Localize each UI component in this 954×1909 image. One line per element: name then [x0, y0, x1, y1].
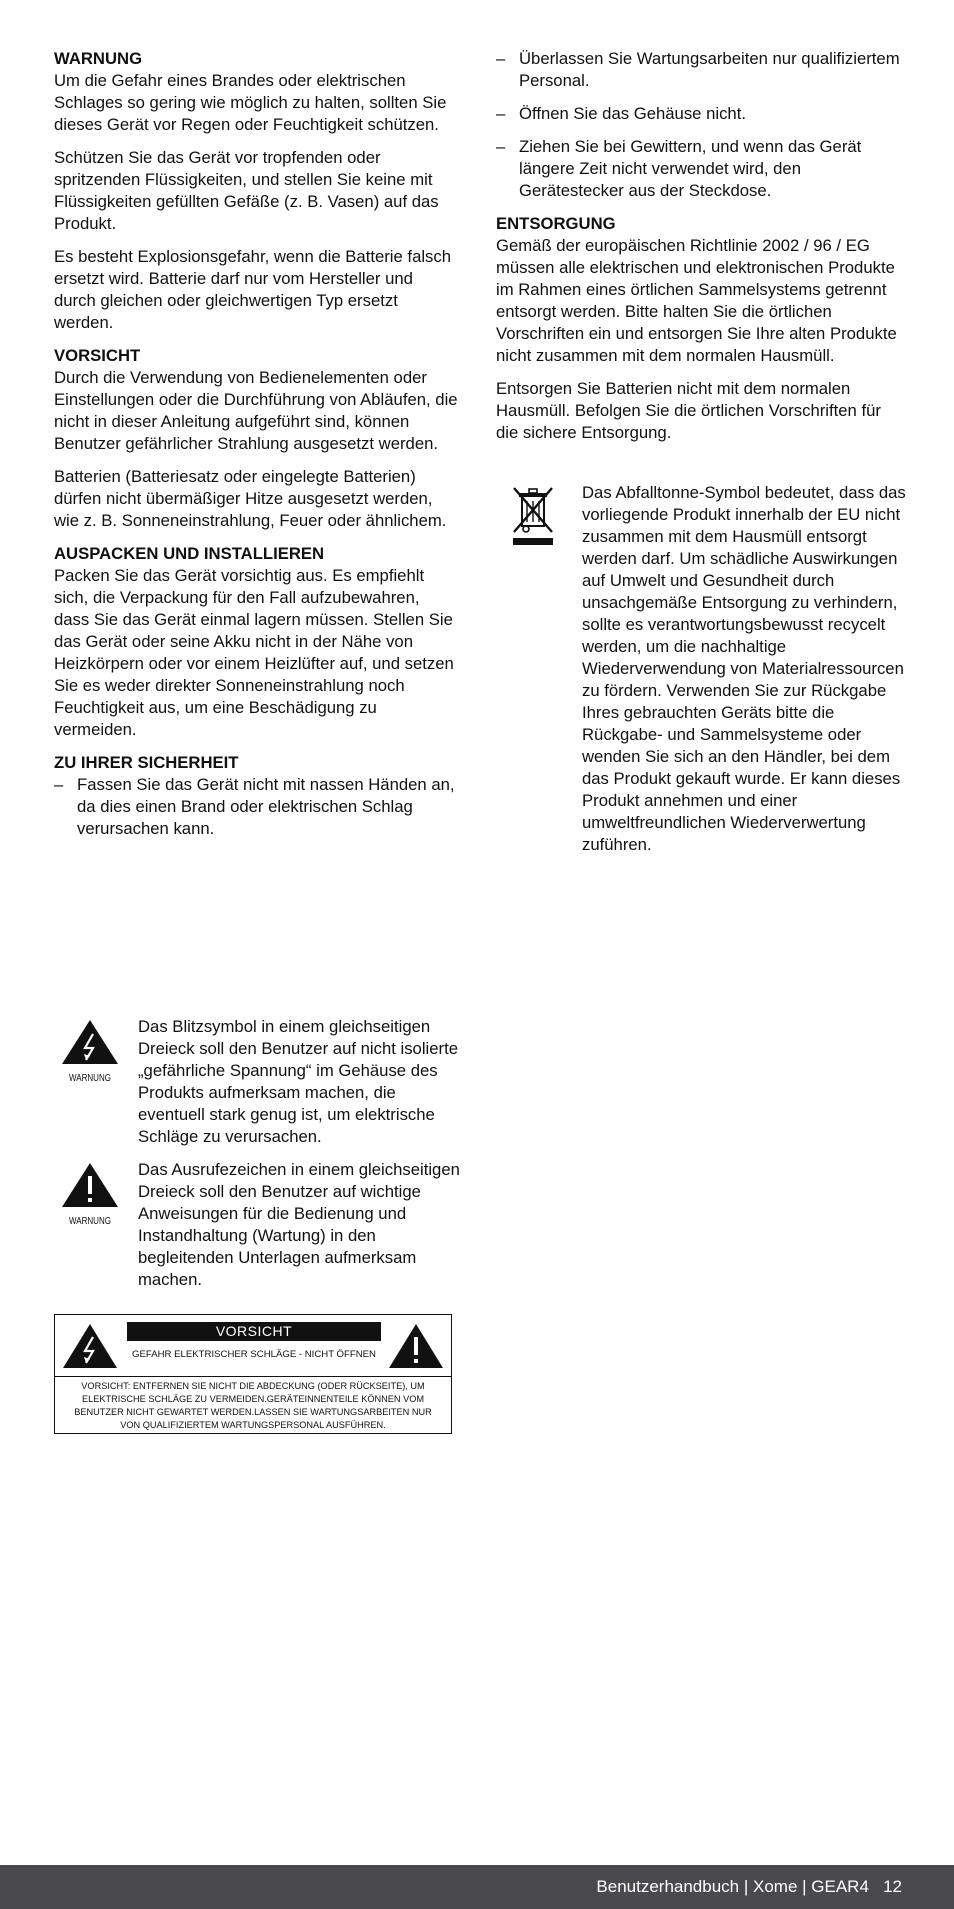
warnung-heading: WARNUNG — [54, 49, 143, 68]
left-column — [54, 48, 459, 851]
footer-title: Benutzerhandbuch | Xome | GEAR4 — [596, 1877, 869, 1896]
caution-body: VORSICHT: ENTFERNEN SIE NICHT DIE ABDECKUNG (ODER RÜCKSEITE), UM ELEKTRISCHE SCHLÄGE ZU VERMEIDEN.GERÄTEINNENTEILE KÖNNEN VOM BENUTZER NICHT GEWARTET WERDEN.LASSEN SIE WARTUNGSARBEITEN NUR VON QUALIFIZIERTEM WARTUNGSPERSONAL AUSFÜHREN. — [74, 1381, 432, 1430]
caution-title: VORSICHT — [127, 1322, 381, 1341]
dash-bullet: – — [54, 775, 64, 794]
caution-label-box — [54, 1314, 452, 1434]
right-column — [496, 48, 901, 455]
vorsicht-heading: VORSICHT — [54, 346, 141, 365]
auspacken-heading: AUSPACKEN UND INSTALLIEREN — [54, 544, 325, 563]
list-item — [54, 774, 459, 840]
warnung-paragraph: Schützen Sie das Gerät vor tropfenden oder spritzenden Flüssigkeiten, und stellen Sie keine mit Flüssigkeiten gefüllten Gefäße (z. B. Vasen) auf das Produkt. — [54, 148, 439, 233]
dash-bullet: – — [496, 49, 506, 68]
weee-description: Das Abfalltonne-Symbol bedeutet, dass das vorliegende Produkt innerhalb der EU nicht zusammen mit dem Hausmüll entsorgt werden darf. Um schädliche Auswirkungen auf Umwelt und Gesundheit durch unsachgemäße Entsorgung zu verhindern, sollte es verantwortungsbewusst recycelt werden, um die nachhaltige Wiederverwendung von Materialressourcen zu fördern. Verwenden Sie zur Rückgabe Ihres gebrauchten Geräts bitte die Rückgabe- und Sammelsysteme oder wenden Sie sich an den Händler, bei dem das Produkt gekauft wurde. Er kann dieses Produkt annehmen und einer umweltfreundlichen Wiederverwertung zuführen. — [582, 483, 906, 854]
lightning-description: Das Blitzsymbol in einem gleichseitigen Dreieck soll den Benutzer auf nicht isolierte „gefährliche Spannung“ im Gehäuse des Produkts aufmerksam machen, die eventuell stark genug ist, um elektrische Schläge zu verursachen. — [138, 1017, 459, 1146]
list-item — [496, 103, 901, 125]
divider — [55, 1376, 451, 1377]
caution-subtitle: GEFAHR ELEKTRISCHER SCHLÄGE - NICHT ÖFFNEN — [132, 1349, 376, 1360]
warnung-paragraph: Um die Gefahr eines Brandes oder elektrischen Schlages so gering wie möglich zu halten, sollten Sie dieses Gerät vor Regen oder Feuchtigkeit schützen. — [54, 71, 447, 134]
exclamation-warning-icon — [388, 1323, 444, 1374]
lightning-warning-icon — [60, 1018, 120, 1085]
list-item — [496, 136, 901, 202]
footer-text — [596, 1865, 902, 1909]
list-item-text: Überlassen Sie Wartungsarbeiten nur qualifiziertem Personal. — [519, 49, 900, 90]
icon-label: WARNUNG — [69, 1073, 111, 1084]
list-item — [496, 48, 901, 92]
list-item-text: Fassen Sie das Gerät nicht mit nassen Händen an, da dies einen Brand oder elektrischen Schlag verursachen kann. — [77, 775, 455, 838]
crossed-bin-icon — [510, 484, 556, 552]
icon-label: WARNUNG — [69, 1216, 111, 1227]
page-number: 12 — [883, 1877, 902, 1896]
list-item-text: Öffnen Sie das Gehäuse nicht. — [519, 104, 746, 123]
vorsicht-paragraph: Batterien (Batteriesatz oder eingelegte Batterien) dürfen nicht übermäßiger Hitze ausgesetzt werden, wie z. B. Sonneneinstrahlung, Feuer oder ähnlichem. — [54, 467, 447, 530]
list-item-text: Ziehen Sie bei Gewittern, und wenn das Gerät längere Zeit nicht verwendet wird, den Gerätestecker aus der Steckdose. — [519, 137, 862, 200]
entsorgung-paragraph: Gemäß der europäischen Richtlinie 2002 / 96 / EG müssen alle elektrischen und elektronischen Produkte im Rahmen eines örtlichen Sammelsystems getrennt entsorgt werden. Bitte halten Sie die örtlichen Vorschriften ein und entsorgen Sie Ihre alten Produkte nicht zusammen mit dem normalen Hausmüll. — [496, 236, 897, 365]
footer-bar — [0, 1865, 954, 1909]
dash-bullet: – — [496, 137, 506, 156]
sicherheit-heading: ZU IHRER SICHERHEIT — [54, 753, 239, 772]
auspacken-paragraph: Packen Sie das Gerät vorsichtig aus. Es empfiehlt sich, die Verpackung für den Fall aufzubewahren, dass Sie das Gerät einmal lagern müssen. Stellen Sie das Gerät oder seine Akku nicht in der Nähe von Heizkörpern oder vor einem Heizlüfter auf, und setzen Sie es weder direkter Sonneneinstrahlung noch Feuchtigkeit aus, um eine Beschädigung zu vermeiden. — [54, 566, 454, 739]
entsorgung-heading: ENTSORGUNG — [496, 214, 616, 233]
exclamation-description: Das Ausrufezeichen in einem gleichseitigen Dreieck soll den Benutzer auf wichtige Anweisungen für die Bedienung und Instandhaltung (Wartung) in den begleitenden Unterlagen aufmerksam machen. — [138, 1160, 460, 1289]
vorsicht-paragraph: Durch die Verwendung von Bedienelementen oder Einstellungen oder die Durchführung von Abläufen, die nicht in dieser Anleitung aufgeführt sind, können Benutzer gefährlicher Strahlung ausgesetzt werden. — [54, 368, 458, 453]
dash-bullet: – — [496, 104, 506, 123]
exclamation-warning-icon — [60, 1161, 120, 1228]
entsorgung-paragraph: Entsorgen Sie Batterien nicht mit dem normalen Hausmüll. Befolgen Sie die örtlichen Vorschriften für die sichere Entsorgung. — [496, 379, 881, 442]
warnung-paragraph: Es besteht Explosionsgefahr, wenn die Batterie falsch ersetzt wird. Batterie darf nur vom Hersteller und durch gleichen oder gleichwertigen Typ ersetzt werden. — [54, 247, 452, 332]
